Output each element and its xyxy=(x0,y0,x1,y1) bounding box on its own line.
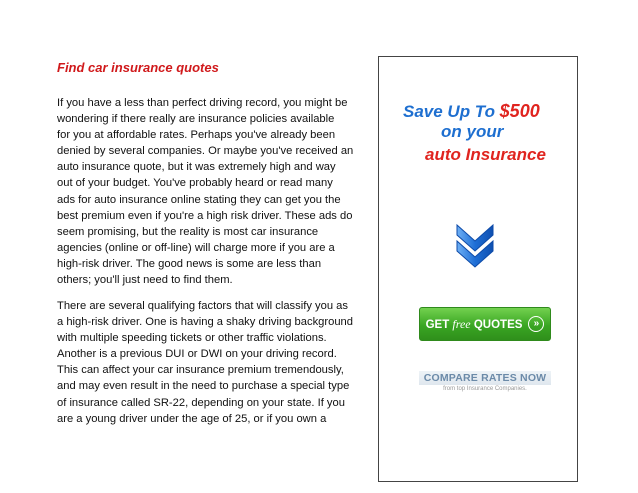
text-line: wondering if there really are insurance policies available xyxy=(57,113,335,126)
button-quotes-label: QUOTES xyxy=(473,318,523,331)
text-line: and may even result in the need to purchase a special type xyxy=(57,380,350,393)
compare-rates-subtitle: from top Insurance Companies. xyxy=(443,386,527,392)
text-line: of insurance called SR-22, depending on your state. If you xyxy=(57,396,345,409)
button-free-label: free xyxy=(452,316,471,331)
text-line: high-risk driver. The good news is some are less than xyxy=(57,257,322,270)
down-arrow-icon xyxy=(455,221,495,271)
ad-headline-line-1 xyxy=(403,101,540,122)
get-free-quotes-button[interactable] xyxy=(419,307,551,341)
text-line: for you at affordable rates. Perhaps you've already been xyxy=(57,129,336,142)
ad-headline-prefix: Save Up To xyxy=(403,102,500,121)
ad-headline-line-3: auto Insurance xyxy=(425,145,546,164)
article-title: Find car insurance quotes xyxy=(57,60,219,75)
text-line: a high-risk driver. One is having a shaky driving background xyxy=(57,316,353,329)
text-line: ads for auto insurance online stating they can get you the xyxy=(57,193,341,206)
button-get-label: GET xyxy=(425,318,450,331)
text-line: This can affect your car insurance premium tremendously, xyxy=(57,364,344,377)
chevron-right-icon: » xyxy=(528,316,544,332)
ad-headline-line-2: on your xyxy=(441,122,504,141)
text-line: Another is a previous DUI or DWI on your driving record. xyxy=(57,348,337,361)
text-line: seem promising, but the reality is most car insurance xyxy=(57,225,319,238)
text-line: others; you'll just need to find them. xyxy=(57,274,233,287)
text-line: with multiple speeding tickets or other traffic violations. xyxy=(57,332,327,345)
text-line: There are several qualifying factors that will classify you as xyxy=(57,300,349,312)
insurance-ad-banner[interactable] xyxy=(378,56,578,482)
text-line: agencies (online or off-line) will charge more if you are a xyxy=(57,241,335,254)
compare-rates-link[interactable] xyxy=(419,371,551,392)
text-line: out of your budget. You've probably heard or read many xyxy=(57,177,333,190)
text-line: denied by several companies. Or maybe you've received an xyxy=(57,145,354,158)
article-paragraph-1 xyxy=(57,95,375,288)
compare-rates-title: COMPARE RATES NOW xyxy=(419,371,551,385)
ad-headline-amount: $500 xyxy=(499,101,540,121)
text-line: best premium even if you're a high risk driver. These ads do xyxy=(57,209,353,222)
text-line: are a young driver under the age of 25, or if you own a xyxy=(57,412,327,425)
text-line: If you have a less than perfect driving record, you might be xyxy=(57,97,348,109)
article-paragraph-2 xyxy=(57,298,375,427)
text-line: auto insurance quote, but it was extremely high and way xyxy=(57,161,336,174)
